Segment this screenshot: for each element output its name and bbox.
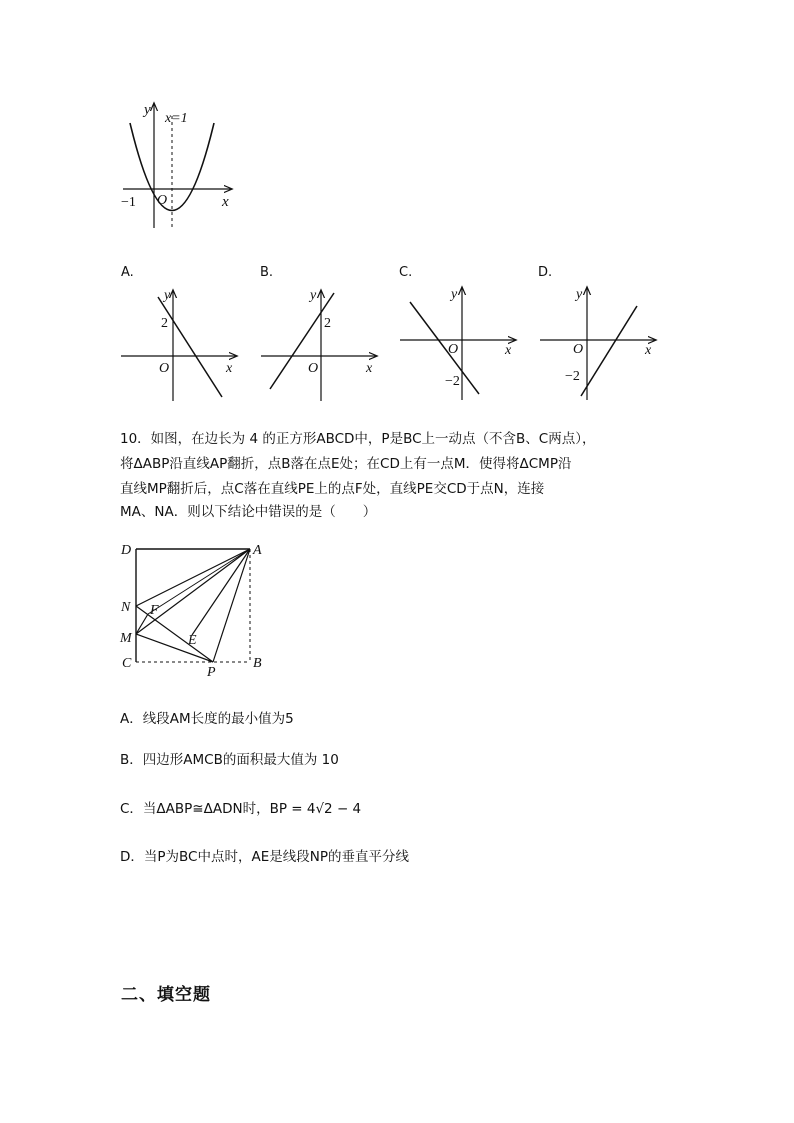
- question-line-2: 将ΔABP沿直线AP翻折，点B落在点E处；在CD上有一点M．使得将ΔCMP沿: [120, 456, 572, 472]
- y-label: y: [310, 288, 317, 303]
- choice-b: B．四边形AMCB的面积最大值为 10: [120, 752, 339, 768]
- question-line-3: 直线MP翻折后，点C落在直线PE上的点F处，直线PE交CD于点N，连接: [120, 481, 545, 497]
- option-a-graph: [118, 285, 243, 405]
- point-F: F: [150, 603, 159, 618]
- choice-a: A．线段AM长度的最小值为5: [120, 711, 294, 727]
- origin-label: O: [159, 361, 170, 376]
- option-d-letter: D.: [538, 265, 553, 280]
- intercept-label: −2: [565, 369, 580, 384]
- point-M: M: [120, 631, 132, 646]
- x-label: x: [226, 361, 233, 376]
- square-figure: [112, 538, 272, 680]
- parabola-graph: [115, 98, 245, 238]
- vertex-B: B: [253, 656, 262, 671]
- choice-d: D．当P为BC中点时，AE是线段NP的垂直平分线: [120, 849, 409, 865]
- question-line-4: MA、NA．则以下结论中错误的是（ ）: [120, 504, 377, 520]
- y-label: y: [451, 287, 458, 302]
- vertex-D: D: [121, 543, 132, 558]
- question-line-1: 10．如图，在边长为 4 的正方形ABCD中，P是BC上一动点（不含B、C两点），: [120, 431, 596, 447]
- y-label: y: [144, 102, 151, 118]
- x-label: x: [366, 361, 373, 376]
- origin-label: O: [448, 342, 459, 357]
- section-heading: 二、填空题: [121, 985, 211, 1005]
- y-label: y: [576, 287, 583, 302]
- option-c-graph: [397, 282, 522, 402]
- point-P: P: [207, 665, 216, 680]
- x-label: x: [645, 343, 652, 358]
- choice-c: C．当ΔABP≅ΔADN时，BP = 4√2 − 4: [120, 801, 362, 817]
- point-E: E: [188, 633, 197, 648]
- option-b-letter: B.: [260, 265, 274, 280]
- option-d-graph: [537, 282, 662, 402]
- y-label: y: [164, 288, 171, 303]
- option-b-graph: [258, 285, 383, 405]
- origin-label: O: [157, 193, 168, 208]
- origin-label: O: [308, 361, 319, 376]
- intercept-label: −2: [445, 374, 460, 389]
- intercept-label: 2: [161, 316, 168, 331]
- option-a-letter: A.: [121, 265, 134, 280]
- intercept-label: 2: [324, 316, 331, 331]
- vertex-A: A: [253, 543, 262, 558]
- neg-one-label: −1: [121, 195, 136, 210]
- point-N: N: [121, 600, 131, 615]
- origin-label: O: [573, 342, 584, 357]
- x-eq-1-label: x=1: [165, 111, 188, 126]
- x-label: x: [505, 343, 512, 358]
- option-c-letter: C.: [399, 265, 413, 280]
- x-label: x: [222, 194, 229, 210]
- vertex-C: C: [122, 656, 132, 671]
